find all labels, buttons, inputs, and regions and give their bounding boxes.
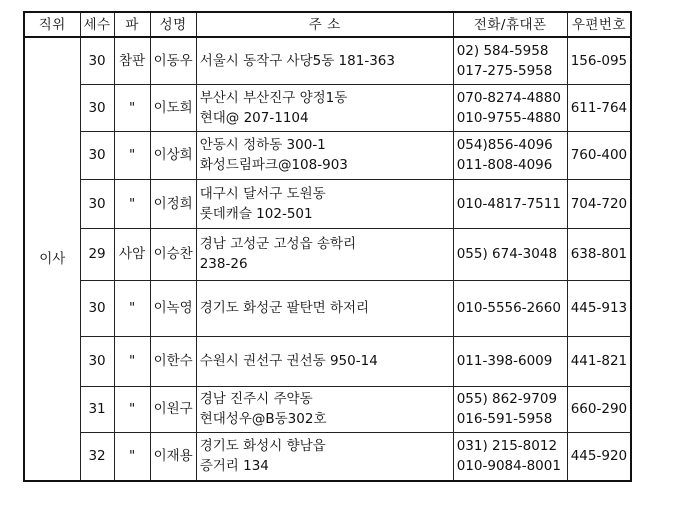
address-cell: [196, 228, 453, 280]
address-cell: [196, 131, 453, 179]
phone-cell-line: 017-275-5958: [456, 62, 553, 79]
phone-cell-line: 055) 674-3048: [456, 246, 558, 262]
age-cell: 29: [80, 228, 114, 280]
name-cell: 이정희: [150, 179, 196, 228]
phone-cell-line: 010-9755-4880: [456, 109, 561, 126]
address-cell-line: 수원시 권선구 권선동 950-14: [199, 353, 378, 369]
header-name: 성명: [150, 12, 196, 37]
name-cell: 이녹영: [150, 280, 196, 336]
address-cell-line: 부산시 부산진구 양정1동: [199, 89, 348, 106]
address-cell-line: 경남 고성군 고성읍 송학리: [199, 236, 357, 252]
phone-cell: [453, 386, 567, 432]
age-cell: 32: [80, 432, 114, 481]
faction-cell: ": [114, 280, 150, 336]
name-cell: 이재용: [150, 432, 196, 481]
phone-cell: [453, 179, 567, 228]
address-cell-line: 롯데캐슬 102-501: [199, 205, 313, 222]
address-cell-line: 238-26: [199, 256, 248, 272]
faction-cell: ": [114, 84, 150, 131]
header-faction: 파: [114, 12, 150, 37]
phone-cell: [453, 228, 567, 280]
address-cell-line: 증거리 134: [199, 458, 269, 475]
header-rank: 직위: [24, 12, 80, 37]
phone-cell-line: 054)856-4096: [456, 137, 553, 153]
zip-cell: 704-720: [567, 179, 631, 228]
phone-cell: [453, 131, 567, 179]
phone-cell-line: 016-591-5958: [456, 411, 553, 427]
address-cell-line: 화성드림파크@108-903: [199, 157, 348, 173]
member-directory: [23, 11, 632, 482]
address-cell: [196, 179, 453, 228]
faction-cell: ": [114, 336, 150, 386]
name-cell: 이상희: [150, 131, 196, 179]
age-cell: 30: [80, 179, 114, 228]
header-phone: 전화/휴대폰: [453, 12, 567, 37]
age-cell: 30: [80, 37, 114, 84]
phone-cell: [453, 336, 567, 386]
address-cell-line: 경기도 화성군 팔탄면 하저리: [199, 300, 370, 316]
age-cell: 30: [80, 336, 114, 386]
zip-cell: 660-290: [567, 386, 631, 432]
table-row: [24, 228, 631, 280]
name-cell: 이한수: [150, 336, 196, 386]
table-body: [24, 37, 631, 481]
table-row: [24, 37, 631, 84]
age-cell: 31: [80, 386, 114, 432]
table-row: [24, 386, 631, 432]
header-zip: 우편번호: [567, 12, 631, 37]
name-cell: 이원구: [150, 386, 196, 432]
age-cell: 30: [80, 84, 114, 131]
address-cell: [196, 386, 453, 432]
zip-cell: 638-801: [567, 228, 631, 280]
address-cell-line: 현대성우@B동302호: [199, 411, 327, 427]
table-row: [24, 280, 631, 336]
phone-cell-line: 055) 862-9709: [456, 391, 558, 407]
zip-cell: 611-764: [567, 84, 631, 131]
zip-cell: 445-920: [567, 432, 631, 481]
phone-cell-line: 011-808-4096: [456, 157, 553, 173]
phone-cell: [453, 280, 567, 336]
address-cell-line: 서울시 동작구 사당5동 181-363: [199, 52, 395, 69]
table-row: [24, 336, 631, 386]
table-row: [24, 131, 631, 179]
address-cell: [196, 84, 453, 131]
faction-cell: ": [114, 432, 150, 481]
faction-cell: ": [114, 386, 150, 432]
address-cell-line: 경기도 화성시 향남읍: [199, 438, 326, 455]
phone-cell-line: 031) 215-8012: [456, 438, 558, 455]
header-address: 주 소: [196, 12, 453, 37]
phone-cell-line: 010-5556-2660: [456, 300, 561, 316]
name-cell: 이동우: [150, 37, 196, 84]
phone-cell-line: 010-4817-7511: [456, 195, 561, 212]
address-cell: [196, 280, 453, 336]
zip-cell: 445-913: [567, 280, 631, 336]
faction-cell: ": [114, 131, 150, 179]
table-row: [24, 179, 631, 228]
name-cell: 이도희: [150, 84, 196, 131]
zip-cell: 156-095: [567, 37, 631, 84]
phone-cell: [453, 432, 567, 481]
faction-cell: ": [114, 179, 150, 228]
name-cell: 이승찬: [150, 228, 196, 280]
address-cell: [196, 336, 453, 386]
phone-cell: [453, 37, 567, 84]
phone-cell: [453, 84, 567, 131]
address-cell-line: 안동시 정하동 300-1: [199, 137, 326, 153]
phone-cell-line: 02) 584-5958: [456, 42, 549, 59]
rank-cell: 이사: [24, 37, 80, 481]
header-row: [24, 12, 631, 37]
address-cell-line: 대구시 달서구 도원동: [199, 185, 326, 202]
table-row: [24, 432, 631, 481]
address-cell: [196, 37, 453, 84]
faction-cell: 참판: [114, 37, 150, 84]
phone-cell-line: 070-8274-4880: [456, 89, 561, 106]
zip-cell: 760-400: [567, 131, 631, 179]
address-cell-line: 경남 진주시 주약동: [199, 391, 313, 407]
phone-cell-line: 010-9084-8001: [456, 458, 561, 475]
zip-cell: 441-821: [567, 336, 631, 386]
table-row: [24, 84, 631, 131]
faction-cell: 사암: [114, 228, 150, 280]
phone-cell-line: 011-398-6009: [456, 353, 553, 369]
age-cell: 30: [80, 280, 114, 336]
header-age: 세수: [80, 12, 114, 37]
address-cell-line: 현대@ 207-1104: [199, 109, 309, 126]
age-cell: 30: [80, 131, 114, 179]
member-table: [23, 11, 632, 482]
address-cell: [196, 432, 453, 481]
